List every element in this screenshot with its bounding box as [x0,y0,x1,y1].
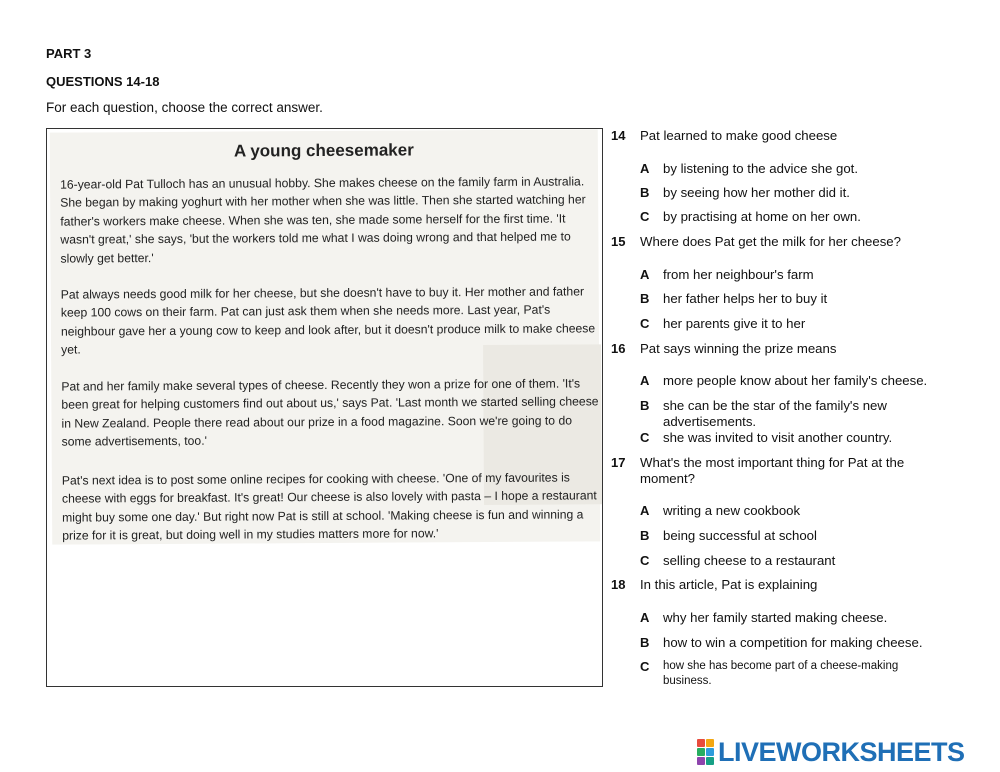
article-paragraph: Pat's next idea is to post some online recipes for cooking with cheese. 'One of my favourites is cheese with eggs for breakfast. It's great! Our cheese is also lovely with pasta – I hope a restaurant might buy some one day.' But right now Pat is still at school. 'Making cheese is fun and winning a prize for it is great, but doing well in my studies matters more for now.' [61,470,597,543]
answer-option[interactable]: writing a new cookbook [663,503,801,518]
option-letter: C [640,209,650,224]
questions-range-heading: QUESTIONS 14-18 [46,74,160,89]
option-letter: A [640,610,650,625]
question-text: What's the most important thing for Pat at the moment? [640,455,905,486]
answer-option[interactable]: being successful at school [663,528,817,543]
article-paragraph: Pat and her family make several types of cheese. Recently they won a prize for one of them. 'It's been great for helping customers find out about us,' says Pat. 'Last month we started selling cheese in New Zealand. People there read about our prize in a food magazine. Soon we're going to do some advertisements, too.' [61,376,599,449]
logo-text: LIVEWORKSHEETS [718,736,965,767]
option-letter: B [640,185,650,200]
option-letter: C [640,553,650,568]
question-number: 15 [611,234,626,249]
option-letter: B [640,398,650,413]
option-letter: C [640,659,650,674]
answer-option[interactable]: her parents give it to her [663,316,806,331]
answer-option[interactable]: from her neighbour's farm [663,267,814,282]
answer-option[interactable]: how to win a competition for making cheese. [663,635,923,650]
question-number: 17 [611,455,626,470]
scanned-article [50,129,601,544]
answer-option[interactable]: how she has become part of a cheese-making business. [663,660,899,687]
instruction-text: For each question, choose the correct answer. [46,100,323,115]
answer-option[interactable]: by listening to the advice she got. [663,161,859,176]
answer-option[interactable]: selling cheese to a restaurant [663,553,836,568]
answer-option[interactable]: by practising at home on her own. [663,209,861,224]
question-number: 16 [611,341,626,356]
option-letter: A [640,267,650,282]
article-paragraph: 16-year-old Pat Tulloch has an unusual hobby. She makes cheese on the family farm in Australia. She began by making yoghurt with her mother when she was little. Then she started watching her father's workers make cheese. When she was ten, she made some herself for the first time. 'It wasn't great,' she says, 'but the workers told me what I was doing wrong and that helped me to slowly get better.' [60,174,586,266]
question-text: In this article, Pat is explaining [640,577,818,592]
answer-option[interactable]: more people know about her family's cheese. [663,373,928,388]
article-box [46,128,603,687]
option-letter: B [640,291,650,306]
question-text: Where does Pat get the milk for her cheese? [640,234,901,249]
answer-option[interactable]: she was invited to visit another country. [663,430,893,445]
option-letter: C [640,316,650,331]
option-letter: B [640,635,650,650]
article-title: A young cheesemaker [233,140,414,161]
answer-option[interactable]: why her family started making cheese. [663,610,888,625]
logo-blocks-icon [697,739,714,765]
question-text: Pat says winning the prize means [640,341,837,356]
article-paragraph: Pat always needs good milk for her cheese, but she doesn't have to buy it. Her mother and father keep 100 cows on their farm. Pat can just ask them when she needs more. Last year, Pat's neighbour gave her a young cow to keep and look after, but it doesn't produce milk to make cheese yet. [60,284,596,357]
answer-option[interactable]: she can be the star of the family's new advertisements. [663,398,887,429]
option-letter: A [640,503,650,518]
part-heading: PART 3 [46,46,92,61]
answer-option[interactable]: her father helps her to buy it [663,291,828,306]
question-number: 18 [611,577,626,592]
option-letter: A [640,373,650,388]
answer-option[interactable]: by seeing how her mother did it. [663,185,850,200]
option-letter: B [640,528,650,543]
option-letter: C [640,430,650,445]
question-text: Pat learned to make good cheese [640,128,838,143]
liveworksheets-logo [697,735,965,769]
question-number: 14 [611,128,626,143]
option-letter: A [640,161,650,176]
